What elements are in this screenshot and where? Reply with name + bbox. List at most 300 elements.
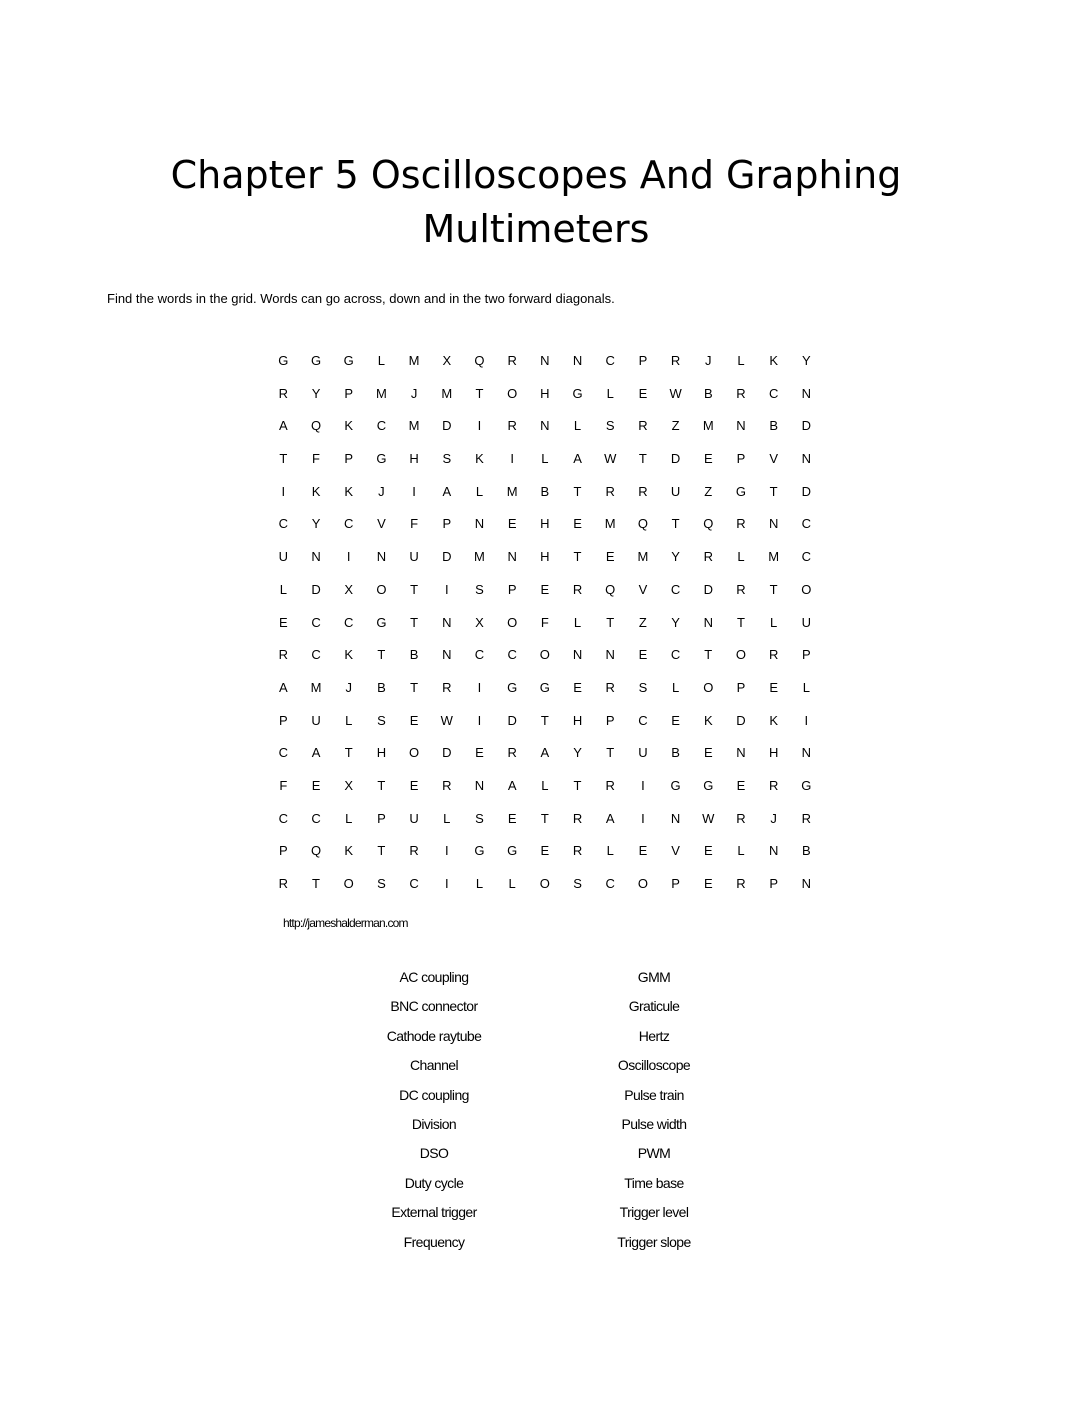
grid-letter: R xyxy=(605,777,615,793)
grid-letter: P xyxy=(279,843,288,859)
grid-letter: I xyxy=(641,810,645,826)
grid-letter: Y xyxy=(802,353,811,368)
grid-letter: E xyxy=(507,516,517,532)
grid-letter: H xyxy=(376,745,387,761)
grid-letter: T xyxy=(377,777,386,793)
grid-letter: E xyxy=(409,712,419,728)
grid-letter: O xyxy=(539,647,550,663)
grid-letter: W xyxy=(604,451,617,467)
grid-letter: X xyxy=(442,353,452,368)
grid-letter: C xyxy=(409,876,419,891)
word-list-item-left: External trigger xyxy=(391,1204,477,1221)
grid-letter: R xyxy=(278,876,289,891)
grid-letter: K xyxy=(344,483,354,499)
grid-letter: H xyxy=(540,516,550,532)
grid-letter: J xyxy=(378,483,385,499)
grid-letter: O xyxy=(343,876,354,891)
grid-letter: B xyxy=(671,745,680,761)
grid-letter: R xyxy=(768,647,779,663)
word-list xyxy=(324,963,764,1257)
grid-letter: C xyxy=(670,581,681,597)
grid-letter: N xyxy=(801,451,812,467)
grid-letter: P xyxy=(671,876,680,891)
grid-letter: J xyxy=(410,385,418,401)
grid-letter: G xyxy=(474,843,485,859)
grid-letter: M xyxy=(375,385,387,401)
grid-letter: I xyxy=(346,549,351,565)
grid-letter: T xyxy=(410,614,419,630)
page-title: Chapter 5 Oscilloscopes And Graphing Multimeters xyxy=(170,153,902,251)
grid-letter: T xyxy=(606,745,615,761)
grid-letter: K xyxy=(311,483,321,499)
grid-letter: R xyxy=(572,810,583,826)
grid-letter: P xyxy=(736,451,746,467)
grid-letter: N xyxy=(442,614,452,630)
grid-letter: I xyxy=(444,581,449,597)
grid-letter: V xyxy=(377,516,386,532)
grid-letter: T xyxy=(573,549,582,565)
grid-letter: R xyxy=(736,876,746,891)
grid-letter: Q xyxy=(310,418,322,434)
grid-letter: R xyxy=(278,385,289,401)
grid-letter: D xyxy=(442,549,452,565)
grid-letter: R xyxy=(736,385,746,401)
grid-letter: Q xyxy=(637,516,648,532)
grid-letter: C xyxy=(344,614,354,630)
grid-letter: G xyxy=(539,679,550,695)
grid-letter: T xyxy=(279,451,288,467)
grid-letter: L xyxy=(737,353,745,368)
grid-letter: K xyxy=(769,353,778,368)
grid-letter: U xyxy=(670,483,681,499)
grid-letter: R xyxy=(736,810,746,826)
grid-letter: I xyxy=(641,777,645,793)
grid-letter: Y xyxy=(573,745,582,761)
grid-letter: T xyxy=(410,581,419,597)
grid-letter: U xyxy=(409,549,419,565)
grid-letter: E xyxy=(311,777,321,793)
grid-letter: I xyxy=(281,483,286,499)
word-list-item-right: Trigger slope xyxy=(617,1233,691,1250)
grid-letter: T xyxy=(606,614,615,630)
grid-letter: E xyxy=(769,679,778,695)
grid-letter: Y xyxy=(311,516,321,532)
grid-letter: E xyxy=(573,516,582,532)
grid-letter: C xyxy=(801,549,812,565)
grid-letter: R xyxy=(507,353,517,368)
grid-letter: A xyxy=(507,777,517,793)
grid-letter: P xyxy=(507,581,517,597)
word-list-item-left: BNC connector xyxy=(390,998,478,1015)
grid-letter: G xyxy=(507,679,518,695)
grid-letter: E xyxy=(279,614,288,630)
grid-letter: R xyxy=(801,810,812,826)
grid-letter: E xyxy=(703,876,713,891)
grid-letter: E xyxy=(475,745,484,761)
grid-letter: B xyxy=(769,418,778,434)
grid-letter: I xyxy=(444,843,449,859)
word-list-item-left: Frequency xyxy=(403,1233,465,1250)
grid-letter: M xyxy=(408,418,420,434)
grid-letter: Q xyxy=(703,516,714,532)
word-list-item-right: Pulse train xyxy=(624,1086,684,1103)
grid-letter: R xyxy=(768,777,779,793)
grid-letter: U xyxy=(638,745,648,761)
grid-letter: P xyxy=(605,712,615,728)
grid-letter: F xyxy=(279,777,288,793)
grid-letter: E xyxy=(638,647,648,663)
grid-letter: E xyxy=(540,843,550,859)
grid-letter: C xyxy=(605,353,615,368)
grid-letter: E xyxy=(409,777,419,793)
grid-letter: Y xyxy=(671,549,680,565)
grid-letter: B xyxy=(802,843,811,859)
grid-letter: L xyxy=(541,777,549,793)
grid-letter: I xyxy=(477,712,482,728)
grid-letter: R xyxy=(736,581,746,597)
word-list-item-left: Channel xyxy=(410,1057,458,1074)
grid-letter: J xyxy=(345,679,352,695)
grid-letter: T xyxy=(475,385,484,401)
grid-letter: V xyxy=(638,581,648,597)
grid-letter: R xyxy=(507,418,517,434)
grid-letter: F xyxy=(540,614,549,630)
grid-letter: M xyxy=(702,418,714,434)
word-list-item-right: GMM xyxy=(637,969,671,985)
grid-letter: G xyxy=(376,451,387,467)
grid-letter: R xyxy=(278,647,289,663)
grid-letter: C xyxy=(344,516,354,532)
grid-letter: O xyxy=(376,581,387,597)
grid-letter: X xyxy=(344,581,354,597)
grid-letter: I xyxy=(510,451,514,467)
grid-letter: K xyxy=(344,418,354,434)
grid-letter: H xyxy=(540,549,550,565)
grid-letter: G xyxy=(278,353,289,368)
grid-letter: N xyxy=(736,745,746,761)
grid-letter: B xyxy=(409,647,419,663)
grid-letter: N xyxy=(376,549,387,565)
grid-letter: E xyxy=(671,712,680,728)
grid-letter: A xyxy=(279,679,288,695)
grid-letter: V xyxy=(671,843,680,859)
grid-letter: L xyxy=(377,353,386,368)
grid-letter: A xyxy=(442,483,452,499)
grid-letter: L xyxy=(737,843,745,859)
grid-letter: T xyxy=(573,483,582,499)
word-list-item-left: AC coupling xyxy=(399,969,469,985)
grid-letter: N xyxy=(670,810,681,826)
grid-letter: N xyxy=(540,353,550,368)
grid-letter: B xyxy=(377,679,386,695)
grid-letter: L xyxy=(802,679,810,695)
grid-letter: T xyxy=(344,745,353,761)
grid-letter: F xyxy=(312,451,320,467)
grid-letter: M xyxy=(637,549,649,565)
grid-letter: C xyxy=(278,810,289,826)
grid-letter: L xyxy=(573,614,582,630)
grid-letter: A xyxy=(573,451,582,467)
grid-letter: G xyxy=(376,614,387,630)
grid-letter: M xyxy=(506,483,518,499)
grid-letter: M xyxy=(768,549,780,565)
grid-letter: A xyxy=(279,418,288,434)
grid-letter: M xyxy=(310,679,322,695)
grid-letter: A xyxy=(311,745,321,761)
grid-letter: X xyxy=(475,614,484,630)
grid-letter: R xyxy=(605,483,615,499)
grid-letter: M xyxy=(408,353,420,368)
grid-letter: H xyxy=(768,745,779,761)
grid-letter: U xyxy=(311,712,321,728)
grid-letter: L xyxy=(475,876,484,891)
grid-letter: D xyxy=(736,712,746,728)
grid-letter: D xyxy=(801,483,812,499)
grid-letter: O xyxy=(507,614,518,630)
grid-letter: P xyxy=(344,451,354,467)
grid-letter: P xyxy=(344,385,354,401)
grid-letter: N xyxy=(442,647,452,663)
word-list-item-left: Division xyxy=(411,1115,457,1132)
grid-letter: I xyxy=(412,483,416,499)
grid-letter: G xyxy=(343,353,354,368)
grid-letter: K xyxy=(344,647,354,663)
word-list-item-right: Hertz xyxy=(638,1027,670,1044)
grid-letter: P xyxy=(442,516,452,532)
grid-letter: C xyxy=(376,418,387,434)
grid-letter: S xyxy=(605,418,615,434)
source-url: http://jameshalderman.com xyxy=(283,916,408,930)
grid-letter: L xyxy=(606,843,614,859)
grid-letter: N xyxy=(703,614,713,630)
grid-letter: C xyxy=(278,516,289,532)
grid-letter: R xyxy=(442,777,452,793)
grid-letter: N xyxy=(507,549,517,565)
grid-letter: W xyxy=(702,810,715,826)
word-list-item-right: Trigger level xyxy=(619,1204,689,1221)
grid-letter: U xyxy=(409,810,419,826)
grid-letter: K xyxy=(703,712,713,728)
grid-letter: O xyxy=(801,581,812,597)
grid-letter: Q xyxy=(605,581,616,597)
grid-letter: N xyxy=(572,353,583,368)
grid-letter: T xyxy=(410,679,419,695)
grid-letter: L xyxy=(573,418,582,434)
grid-letter: I xyxy=(477,418,482,434)
grid-letter: E xyxy=(703,745,713,761)
grid-letter: N xyxy=(768,843,779,859)
grid-letter: O xyxy=(507,385,518,401)
grid-letter: E xyxy=(703,451,713,467)
grid-letter: A xyxy=(605,810,615,826)
word-list-item-right: PWM xyxy=(637,1145,671,1162)
grid-letter: L xyxy=(345,810,353,826)
grid-letter: G xyxy=(310,353,322,368)
grid-letter: C xyxy=(311,647,321,663)
grid-letter: Y xyxy=(671,614,680,630)
grid-letter: P xyxy=(769,876,778,891)
grid-letter: H xyxy=(409,451,419,467)
grid-letter: K xyxy=(769,712,778,728)
grid-letter: C xyxy=(311,810,321,826)
grid-letter: E xyxy=(540,581,550,597)
grid-letter: Q xyxy=(310,843,322,859)
grid-letter: N xyxy=(311,549,321,565)
grid-letter: T xyxy=(769,581,778,597)
grid-letter: O xyxy=(637,876,648,891)
grid-letter: S xyxy=(475,810,484,826)
grid-letter: M xyxy=(604,516,616,532)
grid-letter: J xyxy=(705,353,712,368)
grid-letter: B xyxy=(703,385,713,401)
grid-letter: L xyxy=(475,483,484,499)
grid-letter: L xyxy=(508,876,516,891)
grid-letter: L xyxy=(770,614,778,630)
grid-letter: S xyxy=(638,679,648,695)
grid-letter: D xyxy=(442,418,452,434)
grid-letter: L xyxy=(541,451,549,467)
word-list-item-right: Oscilloscope xyxy=(617,1057,691,1074)
grid-letter: G xyxy=(735,483,747,499)
grid-letter: R xyxy=(442,679,452,695)
word-list-item-left: DSO xyxy=(419,1145,449,1162)
grid-letter: R xyxy=(670,353,681,368)
grid-letter: Z xyxy=(704,483,713,499)
grid-letter: G xyxy=(801,777,812,793)
grid-letter: E xyxy=(573,679,582,695)
grid-letter: N xyxy=(605,647,615,663)
grid-letter: C xyxy=(474,647,485,663)
grid-letter: S xyxy=(573,876,582,891)
grid-letter: L xyxy=(443,810,451,826)
grid-letter: P xyxy=(638,353,648,368)
grid-letter: T xyxy=(377,647,386,663)
grid-letter: E xyxy=(605,549,615,565)
grid-letter: P xyxy=(802,647,811,663)
grid-letter: O xyxy=(735,647,747,663)
grid-letter: N xyxy=(736,418,746,434)
grid-letter: T xyxy=(540,712,549,728)
word-list-item-right: Time base xyxy=(624,1174,684,1191)
grid-letter: E xyxy=(638,843,648,859)
grid-letter: R xyxy=(605,679,615,695)
grid-letter: M xyxy=(474,549,485,565)
grid-letter: P xyxy=(377,810,386,826)
grid-letter: L xyxy=(606,385,614,401)
grid-letter: N xyxy=(768,516,779,532)
grid-letter: T xyxy=(704,647,713,663)
grid-letter: R xyxy=(507,745,517,761)
grid-letter: E xyxy=(507,810,517,826)
word-list-item-left: DC coupling xyxy=(399,1086,469,1103)
grid-letter: F xyxy=(410,516,419,532)
grid-letter: D xyxy=(507,712,517,728)
grid-letter: D xyxy=(311,581,321,597)
grid-letter: B xyxy=(540,483,550,499)
grid-letter: L xyxy=(345,712,353,728)
grid-letter: T xyxy=(638,451,647,467)
grid-letter: D xyxy=(703,581,713,597)
word-search-grid xyxy=(267,345,823,901)
grid-letter: S xyxy=(377,712,386,728)
grid-letter: C xyxy=(605,876,615,891)
grid-letter: N xyxy=(801,385,812,401)
grid-letter: J xyxy=(770,810,777,826)
grid-letter: T xyxy=(312,876,320,891)
word-list-item-right: Pulse width xyxy=(621,1115,687,1132)
grid-letter: T xyxy=(671,516,680,532)
grid-letter: T xyxy=(573,777,582,793)
grid-letter: R xyxy=(572,843,583,859)
grid-letter: T xyxy=(540,810,549,826)
grid-letter: P xyxy=(279,712,288,728)
grid-letter: R xyxy=(572,581,583,597)
grid-letter: N xyxy=(801,876,812,891)
grid-letter: G xyxy=(670,777,681,793)
grid-letter: K xyxy=(475,451,484,467)
grid-letter: D xyxy=(801,418,812,434)
grid-letter: C xyxy=(768,385,779,401)
grid-letter: Z xyxy=(671,418,680,434)
grid-letter: A xyxy=(540,745,550,761)
grid-letter: V xyxy=(769,451,778,467)
word-list-item-left: Cathode raytube xyxy=(386,1027,482,1044)
grid-letter: R xyxy=(638,483,648,499)
word-list-item-right: Graticule xyxy=(628,998,680,1015)
grid-letter: S xyxy=(377,876,386,891)
grid-letter: L xyxy=(279,581,287,597)
grid-letter: Q xyxy=(474,353,485,368)
grid-letter: T xyxy=(736,614,745,630)
grid-letter: I xyxy=(477,679,482,695)
grid-letter: O xyxy=(539,876,550,891)
grid-letter: S xyxy=(475,581,484,597)
grid-letter: N xyxy=(474,777,485,793)
grid-letter: K xyxy=(344,843,354,859)
grid-letter: C xyxy=(507,647,517,663)
instructions: Find the words in the grid. Words can go across, down and in the two forward diagonals. xyxy=(107,291,615,306)
grid-letter: G xyxy=(507,843,518,859)
grid-letter: N xyxy=(801,745,812,761)
grid-letter: W xyxy=(440,712,453,728)
grid-letter: U xyxy=(278,549,289,565)
grid-letter: Z xyxy=(638,614,647,630)
grid-letter: E xyxy=(638,385,648,401)
grid-letter: C xyxy=(311,614,321,630)
grid-letter: M xyxy=(441,385,453,401)
grid-letter: H xyxy=(540,385,550,401)
grid-letter: N xyxy=(572,647,583,663)
grid-letter: T xyxy=(377,843,386,859)
grid-letter: P xyxy=(736,679,746,695)
word-list-item-left: Duty cycle xyxy=(404,1174,464,1191)
grid-letter: X xyxy=(344,777,354,793)
grid-letter: C xyxy=(670,647,681,663)
grid-letter: D xyxy=(442,745,452,761)
grid-letter: L xyxy=(671,679,680,695)
grid-letter: D xyxy=(670,451,681,467)
grid-letter: G xyxy=(703,777,714,793)
grid-letter: Y xyxy=(311,385,321,401)
grid-letter: R xyxy=(409,843,419,859)
grid-letter: R xyxy=(638,418,648,434)
grid-letter: N xyxy=(474,516,485,532)
grid-letter: O xyxy=(409,745,420,761)
grid-letter: H xyxy=(572,712,583,728)
grid-letter: S xyxy=(442,451,452,467)
grid-letter: N xyxy=(540,418,550,434)
grid-letter: C xyxy=(638,712,648,728)
